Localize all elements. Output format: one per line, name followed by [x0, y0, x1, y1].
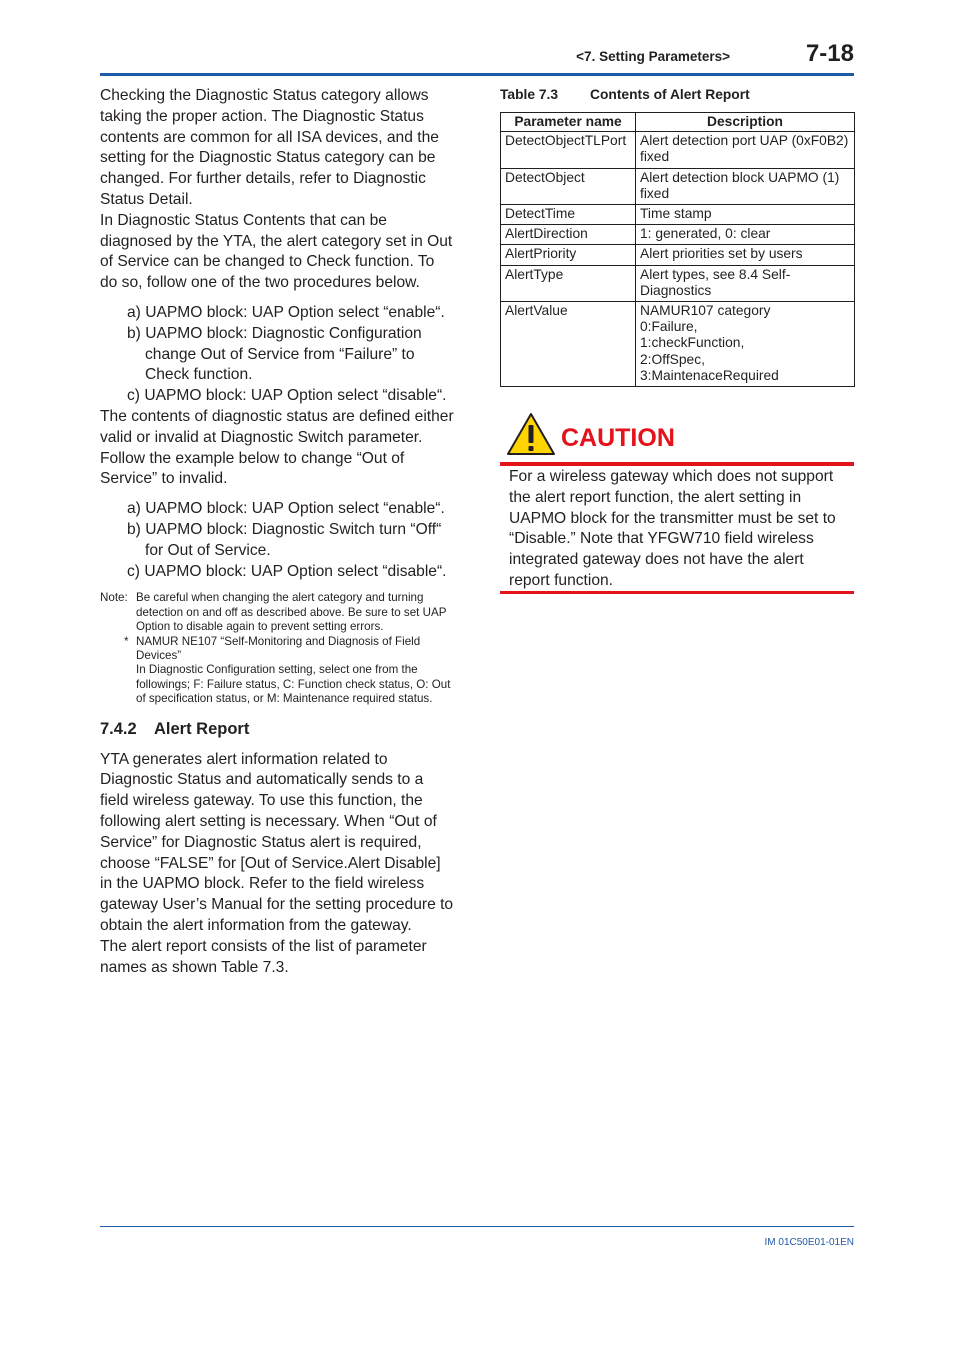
- table-body: [501, 132, 855, 387]
- document-id: IM 01C50E01-01EN: [764, 1237, 854, 1248]
- caution-text: For a wireless gateway which does not support the alert report function, the alert setting in UAPMO block for the transmitter must be set to “Disable.” Note that YFGW710 field wireless integrated gateway does not have the alert report function.: [509, 468, 836, 589]
- note-label: Note:: [100, 591, 128, 605]
- intro-paragraph-1: Checking the Diagnostic Status category allows taking the proper action. The Diagnostic Status contents are common for all ISA devices, and the setting for the Diagnostic Status category can be changed. For further details, refer to Diagnostic Status Detail.: [100, 87, 439, 208]
- procedure-1-list: [100, 303, 455, 407]
- procedure-1-step: a) UAPMO block: UAP Option select “enable“.: [127, 303, 445, 321]
- procedure-1-step: b) UAPMO block: Diagnostic Configuration change Out of Service from “Failure” to Check function.: [127, 324, 422, 384]
- parameter-name-cell: DetectObjectTLPort: [501, 132, 636, 168]
- footnote-asterisk: *: [124, 634, 129, 648]
- caution-top-rule: [500, 462, 854, 466]
- procedure-2-step: c) UAPMO block: UAP Option select “disable“.: [127, 562, 447, 580]
- section-number: 7.4.2: [100, 719, 137, 738]
- alert-report-paragraph-1: YTA generates alert information related to Diagnostic Status and automatically sends to a field wireless gateway. To use this function, the following alert setting is necessary. When “Out of Service” for Diagnostic Status alert is required, choose “FALSE” for [Out of Service.Alert Disable] in the UAPMO block. Refer to the field wireless gateway User’s Manual for the setting procedure to obtain the alert information from the gateway.: [100, 750, 454, 934]
- caution-header: [500, 410, 854, 458]
- parameter-name-cell: AlertDirection: [501, 225, 636, 245]
- description-cell: Alert detection port UAP (0xF0B2) fixed: [636, 132, 855, 168]
- section-heading: [100, 719, 455, 739]
- section-title: Alert Report: [154, 719, 250, 738]
- caution-bottom-rule: [500, 591, 854, 594]
- warning-triangle-icon: [506, 412, 556, 456]
- table-row: [501, 302, 855, 387]
- table-row: [501, 265, 855, 301]
- table-header-row: [501, 113, 855, 132]
- alert-report-table: [500, 112, 855, 387]
- table-title: Contents of Alert Report: [590, 87, 750, 102]
- procedure-2-step: b) UAPMO block: Diagnostic Switch turn “Off“ for Out of Service.: [127, 520, 442, 559]
- table-row: [501, 245, 855, 265]
- description-cell: NAMUR107 category 0:Failure, 1:checkFunction, 2:OffSpec, 3:MaintenaceRequired: [636, 302, 855, 387]
- parameter-name-cell: DetectObject: [501, 168, 636, 204]
- table-number: Table 7.3: [500, 87, 559, 102]
- description-cell: Alert types, see 8.4 Self-Diagnostics: [636, 265, 855, 301]
- procedure-2-list: [100, 499, 455, 582]
- intro-paragraph-2: In Diagnostic Status Contents that can be diagnosed by the YTA, the alert category set in Out of Service can be changed to Check function. To do so, follow one of the two procedures below.: [100, 211, 453, 292]
- column-header-description: Description: [636, 113, 855, 132]
- parameter-name-cell: AlertType: [501, 265, 636, 301]
- alert-report-paragraph-2: The alert report consists of the list of parameter names as shown Table 7.3.: [100, 937, 427, 976]
- header-rule: [100, 73, 854, 76]
- diagnostic-switch-paragraph: The contents of diagnostic status are defined either valid or invalid at Diagnostic Switch parameter. Follow the example below to change “Out of Service” to invalid.: [100, 407, 454, 488]
- table-row: [501, 205, 855, 225]
- table-row: [501, 168, 855, 204]
- parameter-name-cell: DetectTime: [501, 205, 636, 225]
- table-row: [501, 132, 855, 168]
- description-cell: 1: generated, 0: clear: [636, 225, 855, 245]
- note-block: [100, 591, 455, 706]
- description-cell: Alert priorities set by users: [636, 245, 855, 265]
- description-cell: Alert detection block UAPMO (1) fixed: [636, 168, 855, 204]
- column-header-parameter: Parameter name: [501, 113, 636, 132]
- page-number: 7-18: [805, 40, 854, 67]
- footnote-reference: NAMUR NE107 “Self-Monitoring and Diagnosis of Field Devices”: [136, 634, 421, 662]
- footnote-configuration: In Diagnostic Configuration setting, select one from the followings; F: Failure status, C: Function check status, O: Out of specification status, or M: Maintenance required status.: [136, 663, 451, 706]
- table-row: [501, 225, 855, 245]
- left-column: [100, 86, 455, 978]
- procedure-2-step: a) UAPMO block: UAP Option select “enable“.: [127, 500, 445, 518]
- note-text: Be careful when changing the alert category and turning detection on and off as described above. Be sure to set UAP Option to disable again to prevent setting errors.: [136, 591, 447, 634]
- caution-title: CAUTION: [561, 424, 675, 452]
- footer-rule: [100, 1226, 854, 1227]
- description-cell: Time stamp: [636, 205, 855, 225]
- chapter-title: <7. Setting Parameters>: [576, 49, 730, 64]
- parameter-name-cell: AlertPriority: [501, 245, 636, 265]
- parameter-name-cell: AlertValue: [501, 302, 636, 387]
- procedure-1-step: c) UAPMO block: UAP Option select “disable“.: [127, 387, 447, 405]
- table-caption: [500, 87, 750, 102]
